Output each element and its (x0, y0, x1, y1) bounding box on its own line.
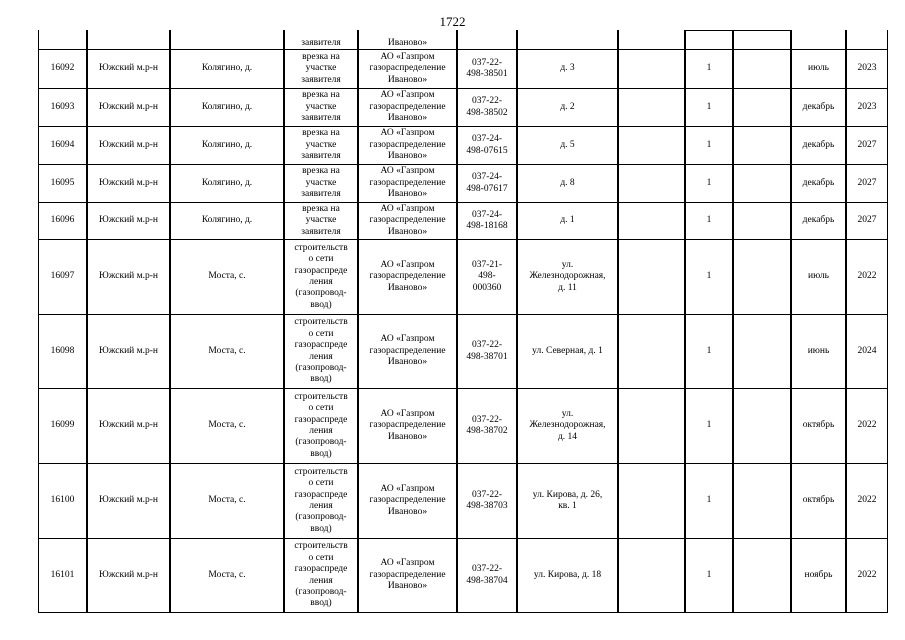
cell-organization: АО «Газпром газораспределение Иваново» (358, 315, 457, 389)
cell-quantity: 1 (685, 89, 733, 127)
cell-address: ул. Железнодорожная, д. 11 (517, 240, 618, 315)
cell-district: Южский м.р-н (87, 240, 170, 315)
cell-year: 2022 (846, 539, 888, 613)
cell-code: 037-24- 498-07615 (457, 127, 517, 165)
cell-month: июль (791, 240, 846, 315)
cell-empty (733, 30, 791, 50)
cell-year: 2024 (846, 315, 888, 389)
page-number: 1722 (439, 14, 466, 29)
cell-number: 16096 (38, 203, 87, 240)
cell-work-type: строительств о сети газораспреде ления (газопровод- ввод) (284, 539, 358, 613)
cell-locality: Колягино, д. (170, 50, 284, 89)
cell-empty (618, 89, 685, 127)
cell-quantity: 1 (685, 165, 733, 203)
cell-code: 037-24- 498-18168 (457, 203, 517, 240)
cell-quantity: 1 (685, 50, 733, 89)
cell-quantity: 1 (685, 203, 733, 240)
cell-year: 2027 (846, 203, 888, 240)
cell-empty (733, 127, 791, 165)
cell-number: 16095 (38, 165, 87, 203)
cell-empty (618, 240, 685, 315)
cell-number: 16100 (38, 464, 87, 539)
cell-locality: Моста, с. (170, 240, 284, 315)
cell-district: Южский м.р-н (87, 127, 170, 165)
cell-organization: АО «Газпром газораспределение Иваново» (358, 539, 457, 613)
cell-month: ноябрь (791, 539, 846, 613)
cell-address: д. 5 (517, 127, 618, 165)
cell-district: Южский м.р-н (87, 539, 170, 613)
cell-code: 037-22- 498-38704 (457, 539, 517, 613)
cell-district: Южский м.р-н (87, 50, 170, 89)
cell-empty (618, 165, 685, 203)
cell-organization: АО «Газпром газораспределение Иваново» (358, 50, 457, 89)
cell-empty (733, 50, 791, 89)
cell-locality: Колягино, д. (170, 127, 284, 165)
cell-code: 037-22- 498-38702 (457, 389, 517, 464)
cell-empty (618, 539, 685, 613)
cell-locality: Колягино, д. (170, 203, 284, 240)
cell-work-type: строительств о сети газораспреде ления (газопровод- ввод) (284, 240, 358, 315)
cell-code: 037-22- 498-38701 (457, 315, 517, 389)
cell-empty (618, 464, 685, 539)
cell-number: 16098 (38, 315, 87, 389)
cell-year: 2022 (846, 240, 888, 315)
cell-district: Южский м.р-н (87, 89, 170, 127)
cell-work-type: врезка на участке заявителя (284, 127, 358, 165)
cell-locality: Колягино, д. (170, 89, 284, 127)
cell-organization: АО «Газпром газораспределение Иваново» (358, 127, 457, 165)
cell-empty (618, 127, 685, 165)
cell-month: октябрь (791, 389, 846, 464)
cell-organization: АО «Газпром газораспределение Иваново» (358, 240, 457, 315)
cell-work-type: врезка на участке заявителя (284, 50, 358, 89)
cell-organization: Иваново» (358, 30, 457, 50)
cell-quantity: 1 (685, 389, 733, 464)
cell-code: 037-22- 498-38501 (457, 50, 517, 89)
cell-number: 16101 (38, 539, 87, 613)
cell-code (457, 30, 517, 50)
cell-month: декабрь (791, 89, 846, 127)
cell-month: октябрь (791, 464, 846, 539)
cell-district: Южский м.р-н (87, 464, 170, 539)
cell-empty (618, 203, 685, 240)
cell-locality: Моста, с. (170, 315, 284, 389)
cell-address: ул. Железнодорожная, д. 14 (517, 389, 618, 464)
cell-empty (618, 389, 685, 464)
cell-locality (170, 30, 284, 50)
cell-quantity: 1 (685, 127, 733, 165)
cell-year: 2023 (846, 89, 888, 127)
cell-month: июнь (791, 315, 846, 389)
cell-number: 16094 (38, 127, 87, 165)
cell-address: д. 2 (517, 89, 618, 127)
cell-year: 2027 (846, 127, 888, 165)
cell-district: Южский м.р-н (87, 389, 170, 464)
cell-address: ул. Северная, д. 1 (517, 315, 618, 389)
cell-empty (618, 50, 685, 89)
cell-work-type: заявителя (284, 30, 358, 50)
cell-organization: АО «Газпром газораспределение Иваново» (358, 89, 457, 127)
cell-locality: Колягино, д. (170, 165, 284, 203)
cell-organization: АО «Газпром газораспределение Иваново» (358, 464, 457, 539)
cell-address: д. 3 (517, 50, 618, 89)
cell-number (38, 30, 87, 50)
cell-locality: Моста, с. (170, 464, 284, 539)
cell-month: декабрь (791, 165, 846, 203)
cell-district: Южский м.р-н (87, 315, 170, 389)
cell-work-type: врезка на участке заявителя (284, 165, 358, 203)
cell-organization: АО «Газпром газораспределение Иваново» (358, 389, 457, 464)
cell-empty (733, 165, 791, 203)
cell-empty (733, 203, 791, 240)
cell-number: 16092 (38, 50, 87, 89)
cell-year: 2022 (846, 464, 888, 539)
cell-empty (618, 30, 685, 50)
cell-work-type: строительств о сети газораспреде ления (газопровод- ввод) (284, 464, 358, 539)
cell-quantity: 1 (685, 240, 733, 315)
cell-month: декабрь (791, 203, 846, 240)
cell-district: Южский м.р-н (87, 203, 170, 240)
cell-month: июль (791, 50, 846, 89)
cell-empty (733, 315, 791, 389)
cell-code: 037-22- 498-38502 (457, 89, 517, 127)
cell-district (87, 30, 170, 50)
cell-work-type: строительств о сети газораспреде ления (газопровод- ввод) (284, 389, 358, 464)
cell-empty (733, 389, 791, 464)
cell-empty (733, 240, 791, 315)
cell-month (791, 30, 846, 50)
cell-quantity: 1 (685, 315, 733, 389)
cell-code: 037-21- 498- 000360 (457, 240, 517, 315)
cell-work-type: врезка на участке заявителя (284, 203, 358, 240)
cell-empty (733, 539, 791, 613)
cell-year: 2022 (846, 389, 888, 464)
cell-number: 16097 (38, 240, 87, 315)
cell-quantity: 1 (685, 464, 733, 539)
cell-organization: АО «Газпром газораспределение Иваново» (358, 203, 457, 240)
cell-locality: Моста, с. (170, 389, 284, 464)
cell-number: 16099 (38, 389, 87, 464)
cell-empty (733, 464, 791, 539)
cell-code: 037-24- 498-07617 (457, 165, 517, 203)
cell-quantity (685, 30, 733, 50)
cell-year (846, 30, 888, 50)
cell-empty (618, 315, 685, 389)
cell-number: 16093 (38, 89, 87, 127)
cell-year: 2027 (846, 165, 888, 203)
cell-code: 037-22- 498-38703 (457, 464, 517, 539)
cell-empty (733, 89, 791, 127)
cell-month: декабрь (791, 127, 846, 165)
cell-address (517, 30, 618, 50)
cell-work-type: строительств о сети газораспреде ления (газопровод- ввод) (284, 315, 358, 389)
cell-district: Южский м.р-н (87, 165, 170, 203)
cell-address: ул. Кирова, д. 18 (517, 539, 618, 613)
cell-address: д. 1 (517, 203, 618, 240)
cell-locality: Моста, с. (170, 539, 284, 613)
cell-work-type: врезка на участке заявителя (284, 89, 358, 127)
cell-year: 2023 (846, 50, 888, 89)
cell-address: ул. Кирова, д. 26, кв. 1 (517, 464, 618, 539)
cell-quantity: 1 (685, 539, 733, 613)
cell-organization: АО «Газпром газораспределение Иваново» (358, 165, 457, 203)
cell-address: д. 8 (517, 165, 618, 203)
